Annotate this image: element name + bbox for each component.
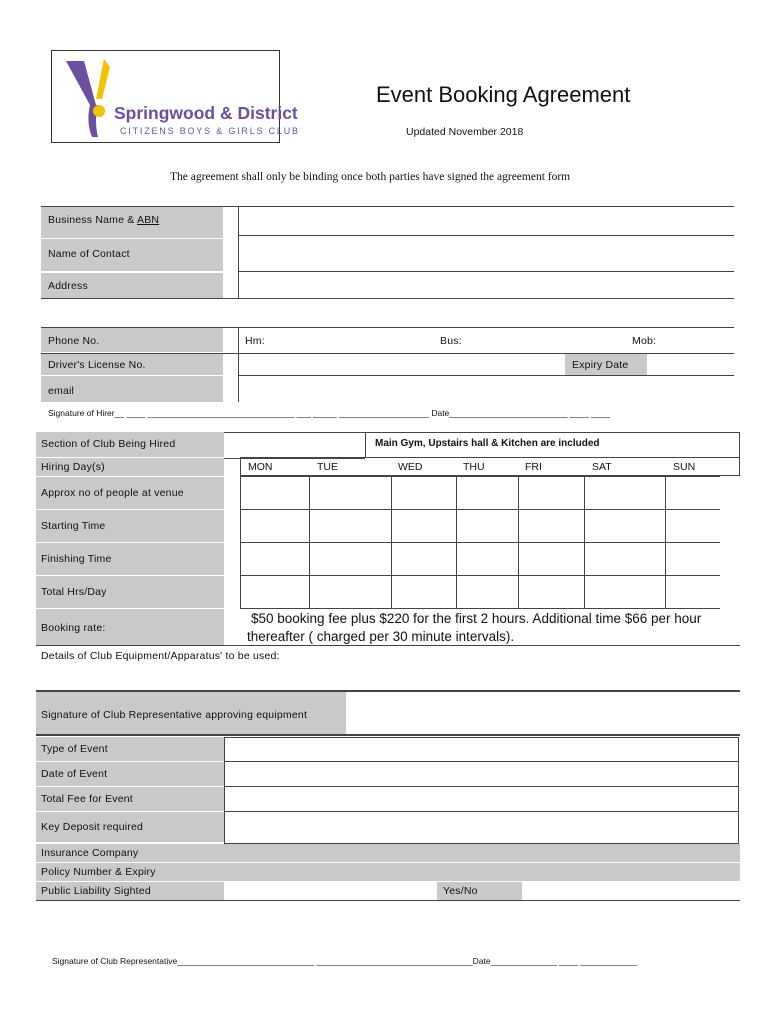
section-note: Main Gym, Upstairs hall & Kitchen are included [375,438,600,449]
people-label: Approx no of people at venue [41,487,184,499]
section-hired-field[interactable] [224,432,365,459]
policy-number-label: Policy Number & Expiry [41,866,156,878]
contact-label: Name of Contact [48,248,130,260]
finish-time-label: Finishing Time [41,553,112,565]
booking-rate-label: Booking rate: [41,622,106,634]
day-tue: TUE [317,461,338,473]
phone-mobile-label: Mob: [632,335,657,347]
total-fee-field[interactable] [224,786,739,811]
rep-approval-field[interactable] [347,692,740,734]
club-logo [51,50,300,143]
yes-no-field[interactable] [523,882,740,900]
gymnast-logo-icon [56,53,126,143]
equipment-field[interactable] [36,664,740,690]
rep-signature-line[interactable]: Signature of Club Representative_____________________________ _________________________________Date______________ ____ ____________ [52,956,638,966]
license-field[interactable] [239,354,564,375]
divider [238,207,239,298]
phone-field[interactable] [270,328,730,352]
booking-rate-text: $50 booking fee plus $220 for the first 2 hours. Additional time $66 per hour thereafter ( charged per 30 minute intervals). [247,611,702,644]
expiry-date-field[interactable] [648,354,734,375]
key-deposit-field[interactable] [224,811,739,844]
divider [239,235,734,236]
event-date-field[interactable] [224,761,739,786]
page-title: Event Booking Agreement [376,82,631,107]
phone-home-label: Hm: [245,335,265,347]
yes-no-label: Yes/No [443,885,478,897]
business-name-field[interactable] [239,207,734,235]
insurance-company-label: Insurance Company [41,847,139,859]
hirer-signature-line[interactable]: Signature of Hirer__ ____ _______________________________ ___ _____ ___________________ Date_________________________ ____ ____ [48,408,611,418]
key-deposit-label: Key Deposit required [41,821,144,833]
total-fee-label: Total Fee for Event [41,793,133,805]
public-liability-label: Public Liability Sighted [41,885,151,897]
divider [238,328,239,402]
divider [41,298,734,299]
address-field[interactable] [239,273,734,299]
logo-subtitle: CITIZENS BOYS & GIRLS CLUB [120,126,300,136]
updated-date: Updated November 2018 [406,126,524,138]
section-hired-label: Section of Club Being Hired [41,438,176,450]
business-name-label: Business Name & ABN [48,214,160,226]
expiry-date-label: Expiry Date [572,359,629,371]
day-sat: SAT [592,461,612,473]
insurance-label-cell [36,844,740,862]
event-type-label: Type of Event [41,743,108,755]
event-date-label: Date of Event [41,768,108,780]
email-field[interactable] [239,376,734,402]
total-hours-label: Total Hrs/Day [41,586,107,598]
schedule-grid[interactable] [240,476,720,609]
divider [36,734,740,736]
hiring-days-label: Hiring Day(s) [41,461,105,473]
divider [36,645,740,646]
divider [36,900,740,901]
schedule-grid-lines [240,476,720,609]
contact-field[interactable] [239,236,734,272]
rep-approval-label: Signature of Club Representative approving equipment [41,709,308,721]
binding-note: The agreement shall only be binding once both parties have signed the agreement form [170,171,571,183]
event-type-field[interactable] [224,737,739,761]
phone-business-label: Bus: [440,335,462,347]
email-label: email [48,385,75,397]
divider [239,271,734,272]
logo-name: Springwood & District [114,103,298,123]
address-label: Address [48,280,88,292]
start-time-label: Starting Time [41,520,106,532]
phone-label: Phone No. [48,335,100,347]
divider [41,206,734,207]
day-fri: FRI [525,461,542,473]
license-label: Driver's License No. [48,359,146,371]
day-sun: SUN [673,461,696,473]
day-mon: MON [248,461,273,473]
day-thu: THU [463,461,485,473]
day-wed: WED [398,461,423,473]
days-header-row [240,457,740,476]
equipment-label: Details of Club Equipment/Apparatus' to be used: [41,650,280,662]
abn-label: ABN [137,214,160,226]
public-liability-field[interactable] [225,882,437,900]
